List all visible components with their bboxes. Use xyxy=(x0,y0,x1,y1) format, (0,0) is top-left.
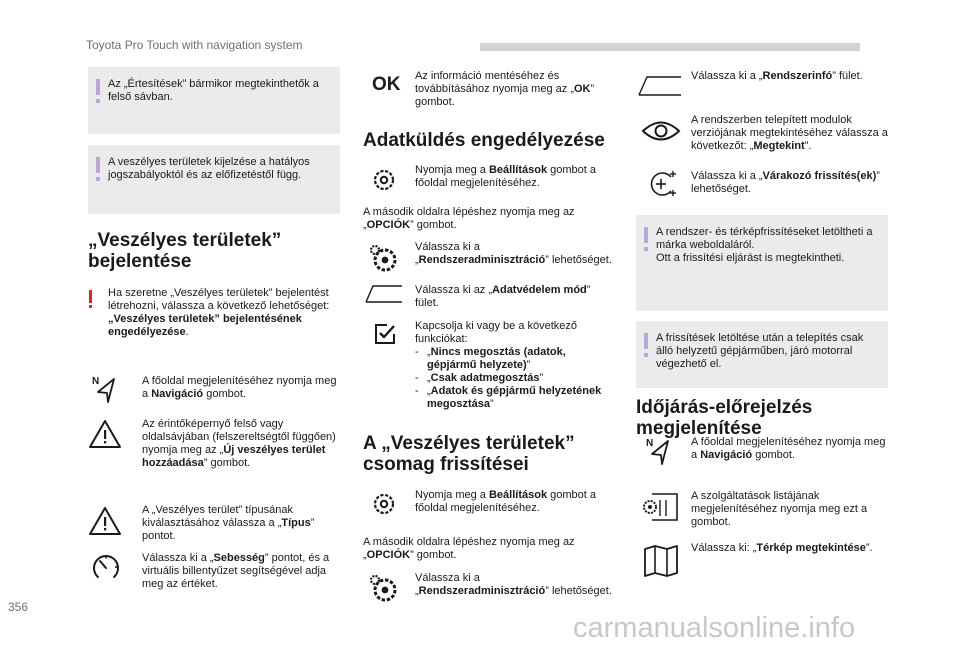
step-text: Válassza ki a „Rendszeradminisztráció” lehetőséget. xyxy=(415,572,612,597)
header-bar xyxy=(480,43,860,51)
paragraph: A második oldalra lépéshez nyomja meg az „OPCIÓK” gombot. xyxy=(363,536,575,561)
system-admin-gears-icon[interactable] xyxy=(368,573,400,605)
note-text: A veszélyes területek kijelzése a hatályos jogszabályoktól és az előfizetéstől függ. xyxy=(108,156,310,181)
ok-button-icon[interactable]: OK xyxy=(372,74,401,95)
page-number: 356 xyxy=(8,600,29,614)
note-text: A frissítések letöltése után a telepítés csak álló helyzetű gépjárműben, járó motorral végezhető el. xyxy=(656,332,864,370)
step-text: Válassza ki: „Térkép megtekintése”. xyxy=(691,542,873,554)
step-text: A szolgáltatások listájának megjelenítéséhez nyomja meg ezt a gombot. xyxy=(691,490,868,528)
warning-text: Ha szeretne „Veszélyes területek” bejelentést létrehozni, válassza a következő lehetőséget: „Veszélyes területek” bejelentésének engedélyezése. xyxy=(108,287,330,338)
tab-icon[interactable] xyxy=(638,76,682,96)
info-mark xyxy=(644,227,648,243)
pending-update-icon[interactable] xyxy=(643,168,681,200)
step-text: A „Veszélyes terület” típusának kiválasztásához válassza a „Típus” pontot. xyxy=(142,504,315,542)
settings-gear-icon[interactable] xyxy=(370,166,398,194)
step-text: Válassza ki a „Sebesség” pontot, és a virtuális billentyűzet segítségével adja meg az értéket. xyxy=(142,552,330,590)
list-item: - „Adatok és gépjármű helyzetének megosztása” xyxy=(415,385,602,410)
info-mark xyxy=(644,333,648,349)
step-text: Nyomja meg a Beállítások gombot a főoldal megjelenítéséhez. xyxy=(415,489,596,514)
step-text: Válassza ki a „Várakozó frissítés(ek)” lehetőséget. xyxy=(691,170,880,195)
step-text: A főoldal megjelenítéséhez nyomja meg a Navigáció gombot. xyxy=(142,375,337,400)
page-header-title: Toyota Pro Touch with navigation system xyxy=(86,38,303,52)
warning-triangle-icon[interactable] xyxy=(88,505,122,537)
note-text: A rendszer- és térképfrissítéseket letöltheti a márka weboldaláról. Ott a frissítési eljárást is megtekintheti. xyxy=(656,226,873,264)
checkbox-toggle-icon[interactable] xyxy=(373,322,397,346)
list-item: - „Csak adatmegosztás” xyxy=(415,372,544,384)
navigation-n-icon[interactable] xyxy=(90,374,120,404)
speedometer-icon[interactable] xyxy=(90,551,122,583)
section-heading: „Veszélyes területek” bejelentése xyxy=(88,230,282,272)
warning-triangle-icon[interactable] xyxy=(88,418,122,450)
note-text: Az „Értesítések” bármikor megtekinthetők a felső sávban. xyxy=(108,78,319,103)
step-text: Válassza ki az „Adatvédelem mód” fület. xyxy=(415,284,591,309)
info-note xyxy=(636,215,888,311)
services-list-icon[interactable] xyxy=(640,490,680,524)
step-text: A rendszerben telepített modulok verziójának megtekintéséhez válassza a következőt: „Megtekint”. xyxy=(691,114,888,152)
info-mark xyxy=(96,157,100,173)
info-note xyxy=(636,321,888,388)
system-admin-gears-icon[interactable] xyxy=(368,243,400,275)
settings-gear-icon[interactable] xyxy=(370,490,398,518)
info-note xyxy=(88,145,340,214)
step-text: Kapcsolja ki vagy be a következő funkciókat: - „Nincs megosztás (adatok, gépjármű helyzete)” - „Csak adatmegosztás” - „Adatok és gépjármű helyzetének megosztása” xyxy=(415,320,615,411)
step-text: Az érintőképernyő felső vagy oldalsávjában (felszereltségtől függően) nyomja meg az „Új veszélyes terület hozzáadása” gombot. xyxy=(142,418,336,469)
section-heading: Időjárás-előrejelzés megjelenítése xyxy=(636,397,813,439)
section-heading: Adatküldés engedélyezése xyxy=(363,130,605,151)
section-heading: A „Veszélyes területek” csomag frissítései xyxy=(363,433,575,475)
eye-view-icon[interactable] xyxy=(641,118,681,144)
warning-mark xyxy=(89,290,92,303)
icon-letter: N xyxy=(92,376,100,387)
icon-letter: N xyxy=(646,438,654,449)
navigation-n-icon[interactable] xyxy=(644,436,674,466)
step-text: Nyomja meg a Beállítások gombot a főoldal megjelenítéséhez. xyxy=(415,164,596,189)
step-text: Az információ mentéséhez és továbbításához nyomja meg az „OK” gombot. xyxy=(415,70,595,108)
step-text: A főoldal megjelenítéséhez nyomja meg a Navigáció gombot. xyxy=(691,436,886,461)
paragraph: A második oldalra lépéshez nyomja meg az „OPCIÓK” gombot. xyxy=(363,206,575,231)
step-text: Válassza ki a „Rendszerinfó” fület. xyxy=(691,70,863,82)
map-icon[interactable] xyxy=(643,545,679,577)
info-note xyxy=(88,67,340,134)
watermark: carmanualsonline.info xyxy=(573,612,856,644)
list-item: - „Nincs megosztás (adatok, gépjármű helyzete)” xyxy=(415,346,566,371)
step-text: Válassza ki a „Rendszeradminisztráció” lehetőséget. xyxy=(415,241,612,266)
info-mark xyxy=(96,79,100,95)
warning-note xyxy=(88,287,340,339)
tab-icon[interactable] xyxy=(365,285,403,303)
